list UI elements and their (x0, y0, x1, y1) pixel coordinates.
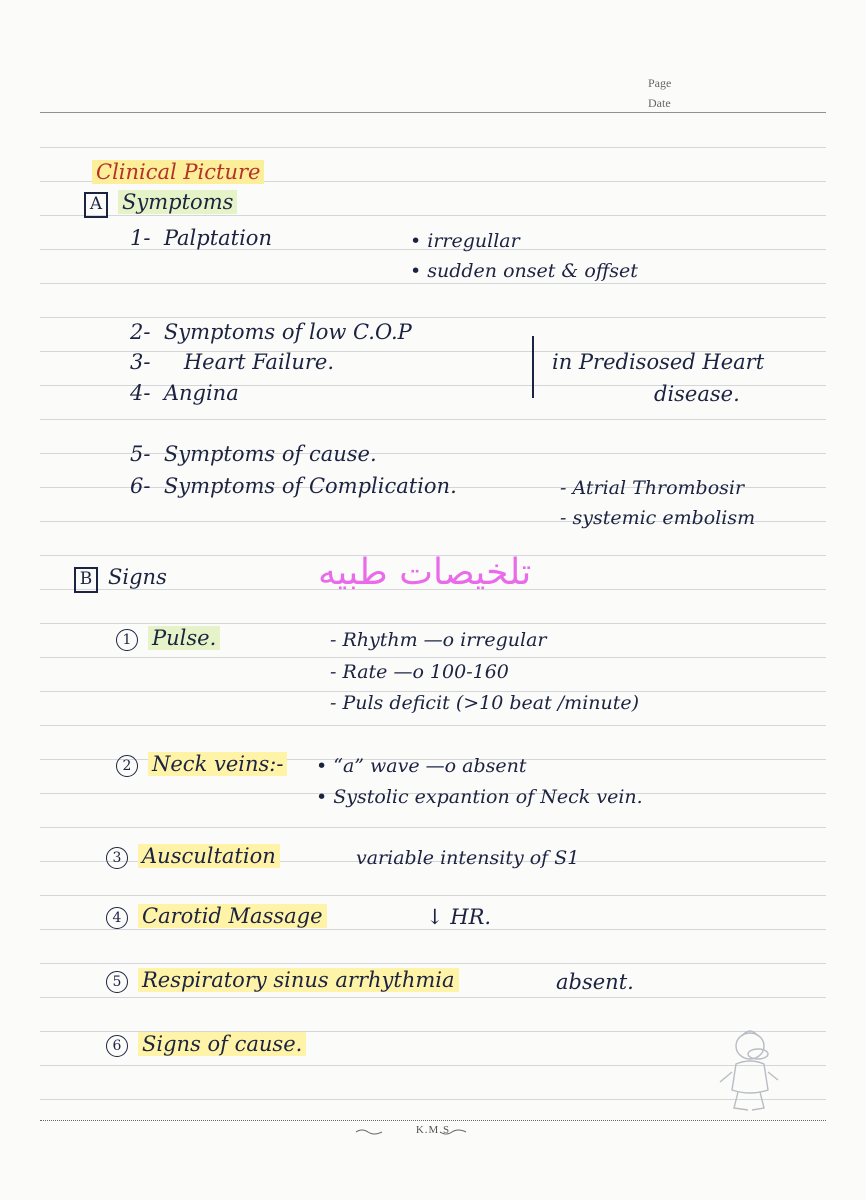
sign-label-neck: Neck veins:- (148, 752, 287, 776)
symptom-item-3 (130, 350, 334, 374)
neck-line-2: • Systolic expantion of Neck vein. (316, 786, 643, 808)
sign-neck-veins (116, 752, 287, 777)
rule-line (40, 963, 826, 964)
symptom-label-6: Symptoms of Complication. (163, 474, 457, 498)
sign-auscultation (106, 844, 280, 869)
pulse-line-2: - Rate —o 100-160 (330, 661, 509, 683)
rule-line (40, 1099, 826, 1100)
cartoon-sketch-icon (714, 1024, 784, 1114)
neck-line-1: • “a” wave —o absent (316, 755, 527, 777)
rule-line (40, 283, 826, 284)
section-b-heading (74, 565, 167, 593)
sign-carotid (106, 904, 327, 929)
page-title-text: Clinical Picture (92, 160, 264, 184)
section-a-title: Symptoms (118, 190, 237, 214)
page-label: Page (648, 76, 672, 90)
sign-num-5: 5 (106, 971, 128, 993)
sign-num-3: 3 (106, 847, 128, 869)
sign-label-respiratory: Respiratory sinus arrhythmia (138, 968, 459, 992)
symptom-item-1 (130, 226, 272, 250)
page-title (92, 160, 264, 184)
rule-line (40, 929, 826, 930)
footer-brand: K.M.S (415, 1124, 451, 1136)
symptom-label-3: Heart Failure. (183, 350, 335, 374)
symptom-label-5: Symptoms of cause. (163, 442, 377, 466)
bracket-note-1: in Predisosed Heart (552, 350, 765, 374)
complication-note-2: - systemic embolism (560, 507, 756, 529)
rule-line (40, 147, 826, 148)
ornament-right-icon (438, 1128, 468, 1136)
sign-num-4: 4 (106, 907, 128, 929)
symptom-item-5 (130, 442, 377, 466)
rule-line (40, 112, 826, 113)
symptom-num-5: 5- (130, 442, 151, 466)
respiratory-text: absent. (556, 970, 634, 994)
rule-line (40, 725, 826, 726)
complication-note-1: - Atrial Thrombosir (560, 477, 745, 499)
pulse-line-3: - Puls deficit (>10 beat /minute) (330, 692, 640, 714)
arabic-watermark: تلخيصات طبيه (318, 552, 532, 593)
date-label: Date (648, 96, 671, 110)
symptom-item-6 (130, 474, 457, 498)
rule-line (40, 623, 826, 624)
section-a-letter: A (84, 192, 108, 218)
palpitation-note-1: • irregullar (410, 230, 520, 252)
pulse-line-1: - Rhythm —o irregular (330, 629, 547, 651)
palpitation-note-2: • sudden onset & offset (410, 260, 638, 282)
sign-label-carotid: Carotid Massage (138, 904, 327, 928)
section-b-letter: B (74, 567, 98, 593)
bottom-rule (40, 1120, 826, 1122)
rule-line (40, 895, 826, 896)
carotid-text: ↓ HR. (426, 905, 492, 929)
sign-num-2: 2 (116, 755, 138, 777)
sign-label-auscultation: Auscultation (138, 844, 280, 868)
symptom-num-4: 4- (130, 381, 151, 405)
rule-line (40, 827, 826, 828)
sign-respiratory (106, 968, 459, 993)
symptom-item-2 (130, 320, 412, 344)
symptom-label-2: Symptoms of low C.O.P (163, 320, 412, 344)
symptom-num-2: 2- (130, 320, 151, 344)
bracket (522, 336, 534, 398)
rule-line (40, 997, 826, 998)
symptom-num-6: 6- (130, 474, 151, 498)
rule-line (40, 317, 826, 318)
sign-label-pulse: Pulse. (148, 626, 220, 650)
rule-line (40, 1065, 826, 1066)
section-b-title: Signs (108, 565, 167, 589)
bracket-note-2: disease. (654, 382, 740, 406)
symptom-num-3: 3- (130, 350, 151, 374)
rule-line (40, 419, 826, 420)
auscultation-text: variable intensity of S1 (356, 847, 580, 869)
sign-cause (106, 1032, 306, 1057)
symptom-label-4: Angina (163, 381, 239, 405)
section-a-heading (84, 190, 237, 218)
symptom-label-1: Palptation (163, 226, 272, 250)
symptom-item-4 (130, 381, 239, 405)
sign-pulse (116, 626, 220, 651)
sign-label-cause: Signs of cause. (138, 1032, 306, 1056)
sign-num-6: 6 (106, 1035, 128, 1057)
symptom-num-1: 1- (130, 226, 151, 250)
sign-num-1: 1 (116, 629, 138, 651)
rule-line (40, 657, 826, 658)
